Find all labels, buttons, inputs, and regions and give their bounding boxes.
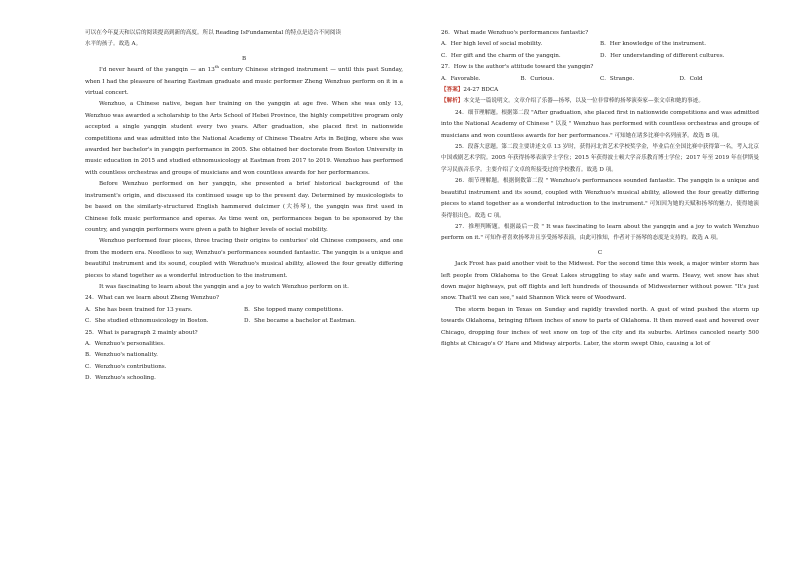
passage-b-paragraph-5: It was fascinating to learn about the yangqin and a joy to watch Wenzhuo perform on it. — [99, 283, 349, 290]
explanation-24: 24．细节理解题。根据第二段 "After graduation, she placed first in nationwide competitions and was admitted into the National Academy of Chinese " 以及 " Wenzhuo has performed with countless orchestras and groups of musicians and won countless awards for her performances." 可知她在诸多比赛中名列前茅。故选 B 项。 — [441, 109, 759, 139]
question-27-option-a: A．Favorable. — [441, 75, 481, 82]
section-heading-b: B — [241, 55, 247, 62]
answer-tag: 【答案】 — [441, 87, 464, 94]
analysis-tag: 【解析】 — [441, 98, 464, 105]
question-26-options-row-1 — [441, 39, 759, 50]
question-24-options-row-2 — [85, 316, 403, 327]
question-24-option-c: C．She studied ethnomusicology in Boston. — [85, 318, 209, 325]
question-25-option-c: C．Wenzhuo's contributions. — [85, 363, 167, 370]
passage-b-paragraph-2: Wenzhuo, a Chinese native, began her training on the yangqin at age five. When she was only 13, Wenzhuo was awarded a scholarship to the Arts School of Hebei Province, the highly competitive program only accepted a single yangqin student every two years. After graduation, she placed first in nationwide competitions and was admitted into the National Academy of Chinese Theatre Arts in Beijing, where she was awarded her bachelor's in yangqin performance in 2005. She obtained her doctorate from Boston University in music education in 2015 and studied ethnomusicology at Eastman from 2017 to 2019. Wenzhuo has performed with countless orchestras and groups of musicians and won countless awards for her performances. — [85, 101, 403, 176]
answer-line — [441, 85, 759, 96]
question-27-option-b: B．Curious. — [520, 75, 555, 82]
passage-c-paragraph-2: The storm began in Texas on Sunday and rapidly traveled north. A gust of wind pushed the storm up towards Oklahoma, bringing fifteen inches of snow to parts of Oklahoma. It then moved east and hovered over Chicago, dropping four inches of wet snow on top of the city and its suburbs. Airlines canceled nearly 500 flights at Chicago's O' Hare and Midway airports. Later, the storm swept Ohio, causing a lot of — [441, 306, 759, 347]
question-27-option-d: D．Cold — [679, 75, 703, 82]
question-25-stem: 25．What is paragraph 2 mainly about? — [85, 329, 198, 336]
question-27-options — [441, 74, 759, 85]
p1-superscript: th — [214, 64, 219, 70]
question-26-option-b: B．Her knowledge of the instrument. — [600, 41, 707, 48]
p1-text-b: century Chinese stringed instrument — until this past Sunday, when I had the pleasure of hearing Eastman graduate and music performer Zheng Wenzhuo perform on it in a virtual concert. — [85, 67, 403, 97]
analysis-text: 本文是一篇说明文。文章介绍了乐器—扬琴，以及一位非常棒的扬琴演奏家—张文卓和她的事迹。 — [463, 98, 704, 105]
question-25-option-a: A．Wenzhuo's personalities. — [85, 340, 165, 347]
passage-b-paragraph-1 — [85, 65, 403, 99]
question-26-option-a: A．Her high level of social mobility. — [441, 41, 543, 48]
explanation-27: 27．推理判断题。根据最后一段 " It was fascinating to learn about the yangqin and a joy to watch Wenzhuo perform on it." 可知作者喜欢扬琴并且享受扬琴表演，由此可推知，作者对于扬琴的态度是支持的。故选 A 项。 — [441, 223, 759, 242]
p1-text-a: I'd never heard of the yangqin — an 13 — [99, 67, 215, 74]
question-26-options-row-2 — [441, 51, 759, 62]
left-column — [85, 28, 403, 385]
carryover-line-1: 可以在今年夏天和以后的阅读提高到新的高度。所以 Reading IsFundamental 的特点是适合不同阅读 — [85, 30, 342, 36]
question-26-stem: 26．What made Wenzhuo's performances fantastic? — [441, 30, 589, 36]
passage-b-paragraph-4: Wenzhuo performed four pieces, three tracing their origins to centuries' old Chinese composers, and one from the modern era. Needless to say, Wenzhuo's performances sounded fantastic. The yangqin is a unique and beautiful instrument and its sound, coupled with Wenzhuo's musical ability, allowed the four greatly differing pieces to stand together as a wonderful introduction to the instrument. — [85, 238, 403, 279]
question-24-option-d: D．She became a bachelor at Eastman. — [244, 318, 356, 325]
passage-b-paragraph-3: Before Wenzhuo performed on her yangqin, she presented a brief historical background of the instrument's origin, and discussed its continued usage up to the present day. Determined by musicologists to be based on the similarly-structured English hammered dulcimer (大扬琴), the yangqin was first used in Chinese folk music performance and operas. As time went on, performances began to be sponsored by the country, and yangqin performers were given a path to higher levels of social mobility. — [85, 181, 403, 233]
passage-c-paragraph-1: Jack Frost has paid another visit to the Midwest. For the second time this week, a major winter storm has left people from Oklahoma to the Great Lakes struggling to stay safe and warm. Heavy, wet snow has shut down major highways, put off flights and left hundreds of thousands of Midwesterner without power. "It's just snow. That'll we can see," said Shannon Wick were of Woodward. — [441, 261, 759, 302]
answer-text: 24-27 BDCA — [463, 87, 499, 94]
question-24-stem: 24．What can we learn about Zheng Wenzhuo? — [85, 295, 220, 302]
explanation-26: 26．细节理解题。根据倒数第二段 " Wenzhuo's performances sounded fantastic. The yangqin is a unique and beautiful instrument and its sound, coupled with Wenzhuo's musical ability, allowed the four greatly differing pieces to stand together as a wonderful introduction to the instrument." 可知因为她的天赋和扬琴的魅力，使得她演奏得很出色。故选 C 项。 — [441, 178, 759, 219]
question-25-option-d: D．Wenzhuo's schooling. — [85, 375, 156, 382]
question-26-option-c: C．Her gift and the charm of the yangqin. — [441, 52, 561, 59]
carryover-line-2: 水平的孩子。故选 A。 — [85, 41, 142, 48]
explanation-25: 25．段落大意题。第二段主要讲述文卓 13 岁时，获得河北省艺术学校奖学金，毕业后在全国比赛中获得第一名，考入北京中国戏剧艺术学院。2005 年获得扬琴表演学士学位；2015 年获得波士顿大学音乐教育博士学位；2017 年至 2019 年在伊斯曼学习民族音乐学。主要介绍了文卓的所接受过的学校教育。故选 D 项。 — [441, 144, 759, 173]
section-heading-c: C — [597, 249, 603, 256]
question-25-option-b: B．Wenzhuo's nationality. — [85, 352, 158, 359]
question-24-options-row-1 — [85, 305, 403, 316]
question-24-option-a: A．She has been trained for 13 years. — [85, 306, 193, 313]
analysis-line — [441, 96, 759, 107]
question-24-option-b: B．She topped many competitions. — [244, 306, 344, 313]
question-27-stem: 27．How is the author's attitude toward the yangqin? — [441, 64, 594, 71]
question-27-option-c: C．Strange. — [600, 75, 635, 82]
right-column — [441, 28, 759, 350]
question-26-option-d: D．Her understanding of different cultures. — [600, 52, 725, 59]
